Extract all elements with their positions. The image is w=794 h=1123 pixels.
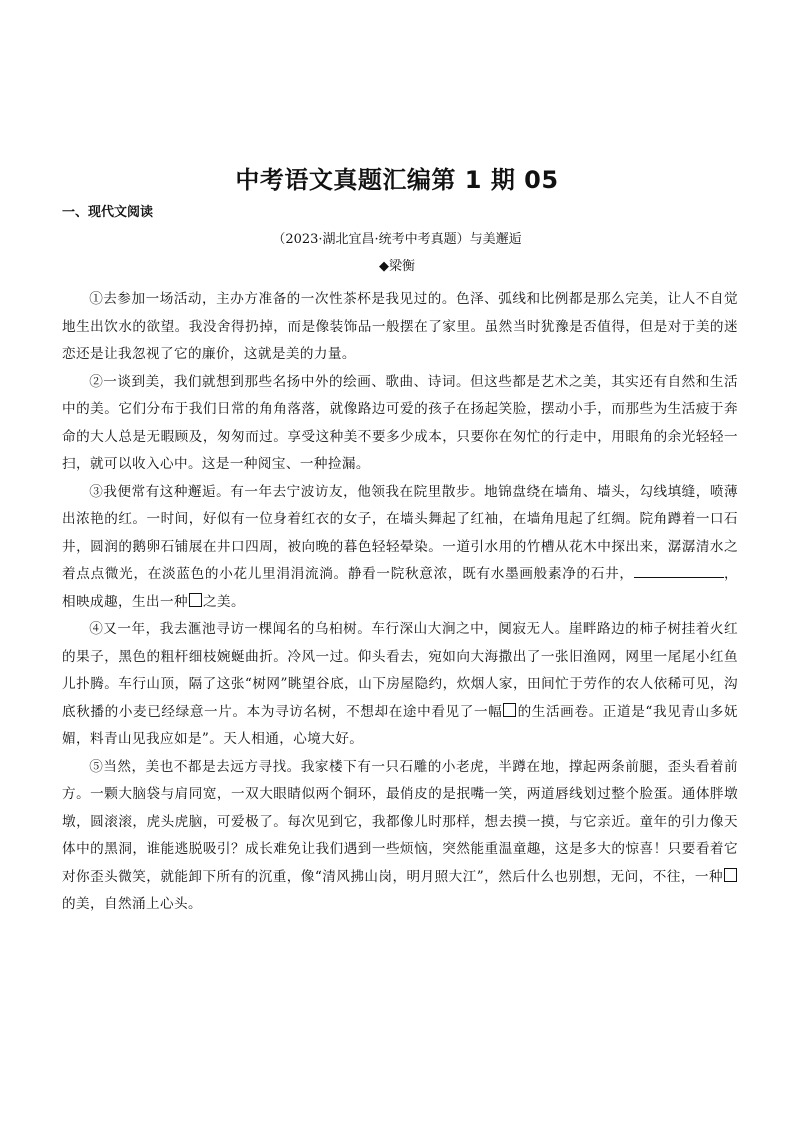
paragraph-3 [62, 479, 738, 617]
article-body [62, 286, 738, 919]
page-title: 中考语文真题汇编第 1 期 05 [235, 166, 559, 194]
paragraph-1: ①去参加一场活动，主办方准备的一次性茶杯是我见过的。色泽、弧线和比例都是那么完美，让人不自觉地生出饮水的欲望。我没舍得扔掉，而是像装饰品一般摆在了家里。虽然当时犹豫是否值得，但是对于美的迷恋还是让我忽视了它的廉价，这就是美的力量。 [62, 291, 738, 362]
paragraph-5-text-b: 的美，自然涌上心头。 [62, 896, 202, 912]
fill-in-box-1[interactable] [189, 593, 202, 607]
paragraph-5 [62, 754, 738, 919]
fill-in-box-3[interactable] [724, 868, 737, 882]
fill-in-blank-line[interactable] [634, 563, 724, 578]
paragraph-4 [62, 616, 738, 754]
paragraph-3-text-c: 之美。 [202, 593, 245, 610]
section-heading: 一、现代文阅读 [62, 205, 154, 220]
article-source: （2023·湖北宜昌·统考中考真题）与美邂逅 [272, 232, 522, 247]
paragraph-5-text-a: ⑤当然，美也不都是去远方寻找。我家楼下有一只石雕的小老虎，半蹲在地，撑起两条前腿，歪头看着前方。一颗大脑袋与肩同宽，一双大眼睛似两个铜环，最俏皮的是抿嘴一笑，两道唇线划过整个脸蛋。通体胖墩墩，圆滚滚，虎头虎脑，可爱极了。每次见到它，我都像儿时那样，想去摸一摸，与它亲近。童年的引力像天体中的黑洞，谁能逃脱吸引？成长难免让我们遇到一些烦恼，突然能重温童趣，这是多大的惊喜！只要看着它对你歪头微笑，就能卸下所有的沉重，像“清风拂山岗，明月照大江”，然后什么也别想，无问，不往，一种 [62, 758, 738, 885]
article-author: ◆梁衡 [379, 259, 415, 274]
paragraph-2: ②一谈到美，我们就想到那些名扬中外的绘画、歌曲、诗词。但这些都是艺术之美，其实还有自然和生活中的美。它们分布于我们日常的角角落落，就像路边可爱的孩子在扬起笑脸，摆动小手，而那些为生活疲于奔命的大人总是无暇顾及，匆匆而过。享受这种美不要多少成本，只要你在匆忙的行走中，用眼角的余光轻轻一扫，就可以收入心中。这是一种阅宝、一种捡漏。 [62, 373, 738, 472]
paragraph-3-text-b: ，相映成趣，生出一种 [62, 566, 738, 610]
fill-in-box-2[interactable] [503, 703, 516, 717]
paragraph-4-text-a: ④又一年，我去滙池寻访一棵闻名的乌桕树。车行深山大涧之中，阒寂无人。崖畔路边的柿子树挂着火红的果子，黑色的粗杆细枝婉蜒曲折。冷风一过。仰头看去，宛如向大海撒出了一张旧渔网，网里一尾尾小红鱼儿扑腾。车行山顶，隔了这张“树网”眺望谷底，山下房屋隐约，炊烟人家，田间忙于劳作的农人依稀可见，沟底秋播的小麦已经绿意一片。本为寻访名树，不想却在途中看见了一幅 [62, 621, 738, 720]
paragraph-4-text-b: 的生活画卷。正道是“我见青山多妩媚，料青山见我应如是”。天人相通，心境大好。 [62, 703, 738, 747]
paragraph-3-text-a: ③我便常有这种邂逅。有一年去宁波访友，他领我在院里散步。地锦盘绕在墙角、墙头，勾线填缝，喷薄出浓艳的红。一时间，好似有一位身着红衣的女子，在墙头舞起了红袖，在墙角甩起了红绸。院角蹲着一口石井，圆润的鹅卵石铺展在井口四周，被向晚的暮色轻轻晕染。一道引水用的竹槽从花木中探出来，潺潺清水之着点点微光，在淡蓝色的小花儿里涓涓流淌。静看一院秋意浓，既有水墨画般素净的石井， [62, 483, 738, 582]
